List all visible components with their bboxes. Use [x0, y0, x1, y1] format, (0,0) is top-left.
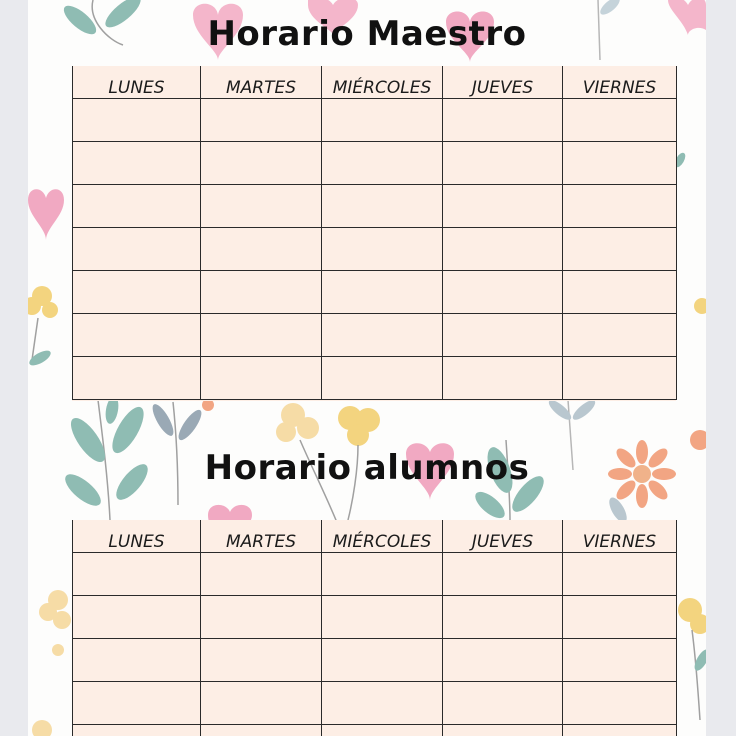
table-row	[73, 185, 677, 228]
schedule-cell[interactable]	[443, 553, 563, 596]
table-row	[73, 228, 677, 271]
schedule-cell[interactable]	[322, 725, 443, 736]
flower-icon	[39, 590, 71, 629]
schedule-cell[interactable]	[563, 357, 677, 400]
schedule-cell[interactable]	[73, 271, 201, 314]
table-row	[73, 682, 677, 725]
schedule-cell[interactable]	[73, 228, 201, 271]
table-row	[73, 314, 677, 357]
schedule-cell[interactable]	[563, 99, 677, 142]
day-header-tuesday: MARTES	[201, 520, 322, 553]
flower-icon	[32, 720, 52, 736]
student-schedule-title: Horario alumnos	[204, 448, 530, 488]
schedule-cell[interactable]	[443, 639, 563, 682]
teacher-schedule-title: Horario Maestro	[207, 14, 527, 54]
table-row	[73, 639, 677, 682]
schedule-cell[interactable]	[322, 314, 443, 357]
schedule-cell[interactable]	[73, 99, 201, 142]
schedule-cell[interactable]	[443, 682, 563, 725]
schedule-cell[interactable]	[201, 725, 322, 736]
schedule-cell[interactable]	[73, 725, 201, 736]
schedule-cell[interactable]	[201, 596, 322, 639]
table-header-row	[73, 520, 677, 553]
schedule-cell[interactable]	[201, 228, 322, 271]
schedule-cell[interactable]	[201, 357, 322, 400]
schedule-cell[interactable]	[443, 725, 563, 736]
schedule-cell[interactable]	[73, 185, 201, 228]
day-header-tuesday: MARTES	[201, 66, 322, 99]
flower-icon	[690, 430, 706, 450]
teacher-schedule-table	[72, 66, 676, 401]
schedule-cell[interactable]	[201, 185, 322, 228]
schedule-cell[interactable]	[201, 314, 322, 357]
schedule-cell[interactable]	[73, 639, 201, 682]
schedule-cell[interactable]	[563, 142, 677, 185]
schedule-cell[interactable]	[201, 682, 322, 725]
schedule-cell[interactable]	[443, 271, 563, 314]
schedule-cell[interactable]	[322, 271, 443, 314]
schedule-cell[interactable]	[322, 185, 443, 228]
planner-page	[28, 0, 706, 736]
schedule-cell[interactable]	[322, 228, 443, 271]
heart-icon	[28, 189, 64, 240]
schedule-cell[interactable]	[443, 596, 563, 639]
schedule-cell[interactable]	[201, 553, 322, 596]
day-header-friday: VIERNES	[563, 520, 677, 553]
table-row	[73, 553, 677, 596]
schedule-cell[interactable]	[73, 314, 201, 357]
schedule-cell[interactable]	[563, 682, 677, 725]
schedule-cell[interactable]	[563, 725, 677, 736]
schedule-cell[interactable]	[443, 314, 563, 357]
schedule-cell[interactable]	[322, 142, 443, 185]
schedule-cell[interactable]	[322, 682, 443, 725]
table-header-row	[73, 66, 677, 99]
schedule-cell[interactable]	[322, 596, 443, 639]
table-row	[73, 142, 677, 185]
schedule-cell[interactable]	[443, 142, 563, 185]
schedule-cell[interactable]	[563, 639, 677, 682]
day-header-monday: LUNES	[73, 520, 201, 553]
schedule-cell[interactable]	[201, 639, 322, 682]
day-header-friday: VIERNES	[563, 66, 677, 99]
schedule-cell[interactable]	[563, 596, 677, 639]
schedule-cell[interactable]	[563, 553, 677, 596]
schedule-cell[interactable]	[322, 99, 443, 142]
schedule-cell[interactable]	[443, 99, 563, 142]
schedule-cell[interactable]	[322, 357, 443, 400]
schedule-cell[interactable]	[563, 314, 677, 357]
student-schedule-body	[73, 553, 677, 736]
table-row	[73, 596, 677, 639]
day-header-thursday: JUEVES	[443, 520, 563, 553]
student-schedule-table	[72, 520, 676, 736]
schedule-cell[interactable]	[73, 357, 201, 400]
schedule-cell[interactable]	[322, 639, 443, 682]
schedule-cell[interactable]	[73, 682, 201, 725]
schedule-cell[interactable]	[443, 228, 563, 271]
schedule-cell[interactable]	[322, 553, 443, 596]
table-row	[73, 99, 677, 142]
schedule-cell[interactable]	[443, 185, 563, 228]
schedule-cell[interactable]	[201, 99, 322, 142]
schedule-cell[interactable]	[443, 357, 563, 400]
flower-icon	[694, 298, 706, 314]
table-row	[73, 725, 677, 736]
teacher-schedule-body	[73, 99, 677, 400]
schedule-cell[interactable]	[73, 596, 201, 639]
schedule-cell[interactable]	[201, 142, 322, 185]
schedule-cell[interactable]	[73, 142, 201, 185]
schedule-cell[interactable]	[563, 271, 677, 314]
schedule-cell[interactable]	[73, 553, 201, 596]
day-header-wednesday: MIÉRCOLES	[322, 66, 443, 99]
flower-icon	[52, 644, 64, 656]
schedule-cell[interactable]	[563, 185, 677, 228]
day-header-monday: LUNES	[73, 66, 201, 99]
schedule-cell[interactable]	[563, 228, 677, 271]
table-row	[73, 357, 677, 400]
flower-icon	[28, 286, 58, 368]
flower-icon	[678, 598, 706, 720]
table-row	[73, 271, 677, 314]
day-header-thursday: JUEVES	[443, 66, 563, 99]
day-header-wednesday: MIÉRCOLES	[322, 520, 443, 553]
schedule-cell[interactable]	[201, 271, 322, 314]
